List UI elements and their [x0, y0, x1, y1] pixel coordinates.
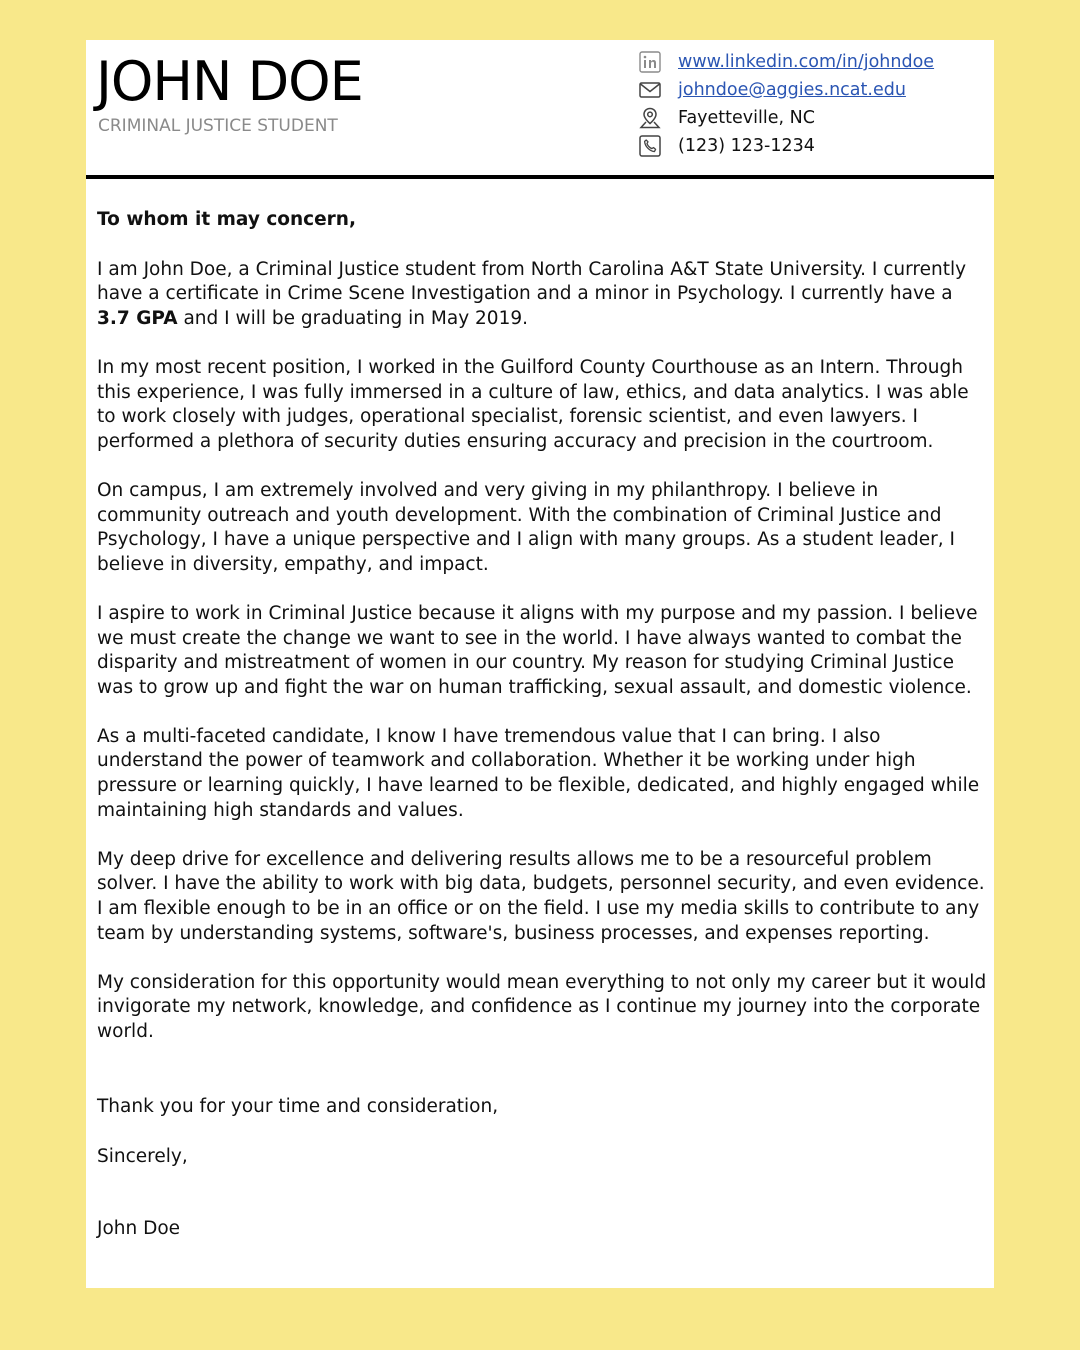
location-text: Fayetteville, NC — [678, 108, 815, 128]
contact-list — [638, 48, 988, 160]
paragraph-aspiration: I aspire to work in Criminal Justice because it aligns with my purpose and my passion. I believe we must create the change we want to see in the world. I have always wanted to combat the disparity and mistreatment of women in our country. My reason for studying Criminal Justice was to grow up and fight the war on human trafficking, sexual assault, and domestic violence. — [97, 602, 978, 698]
linkedin-icon — [638, 50, 662, 74]
applicant-name: JOHN DOE — [96, 50, 363, 113]
letter-header — [86, 40, 994, 176]
greeting: To whom it may concern, — [97, 209, 356, 230]
phone-icon — [638, 134, 662, 158]
linkedin-link[interactable]: www.linkedin.com/in/johndoe — [678, 52, 935, 72]
contact-location — [638, 104, 988, 132]
email-link[interactable]: johndoe@aggies.ncat.edu — [678, 80, 906, 100]
applicant-title: CRIMINAL JUSTICE STUDENT — [98, 116, 338, 136]
letter-body — [97, 208, 987, 1069]
signature: John Doe — [97, 1218, 181, 1239]
paragraph-intro-text-a: I am John Doe, a Criminal Justice student from North Carolina A&T State University. I currently have a certificate in Crime Scene Investigation and a minor in Psychology. I currently have a — [97, 258, 967, 305]
contact-linkedin — [638, 48, 988, 76]
header-divider — [86, 175, 994, 179]
paragraph-drive: My deep drive for excellence and delivering results allows me to be a resourceful problem solver. I have the ability to work with big data, budgets, personnel security, and even evidence. I am flexible enough to be in an office or on the field. I use my media skills to contribute to any team by understanding systems, software's, business processes, and expenses reporting. — [97, 848, 985, 944]
location-pin-icon — [638, 106, 662, 130]
paragraph-intro-text-b: and I will be graduating in May 2019. — [177, 307, 528, 329]
contact-phone — [638, 132, 988, 160]
signoff: Sincerely, — [97, 1146, 188, 1167]
envelope-icon — [638, 78, 662, 102]
paragraph-campus: On campus, I am extremely involved and very giving in my philanthropy. I believe in community outreach and youth development. With the combination of Criminal Justice and Psychology, I have a unique perspective and I align with many groups. As a student leader, I believe in diversity, empathy, and impact. — [97, 479, 955, 575]
contact-email — [638, 76, 988, 104]
phone-text: (123) 123-1234 — [678, 136, 815, 156]
letter-page — [86, 40, 994, 1288]
paragraph-consideration: My consideration for this opportunity would mean everything to not only my career but it would invigorate my network, knowledge, and confidence as I continue my journey into the corporate world. — [97, 971, 987, 1042]
paragraph-intro — [97, 258, 987, 332]
gpa-highlight: 3.7 GPA — [97, 307, 178, 329]
paragraph-experience: In my most recent position, I worked in the Guilford County Courthouse as an Intern. Through this experience, I was fully immersed in a culture of law, ethics, and data analytics. I was able to work closely with judges, operational specialist, forensic scientist, and even lawyers. I performed a plethora of security duties ensuring accuracy and precision in the courtroom. — [97, 356, 969, 452]
thanks-line: Thank you for your time and consideration, — [97, 1096, 499, 1117]
paragraph-candidate: As a multi-faceted candidate, I know I have tremendous value that I can bring. I also understand the power of teamwork and collaboration. Whether it be working under high pressure or learning quickly, I have learned to be flexible, dedicated, and highly engaged while maintaining high standards and values. — [97, 725, 980, 821]
